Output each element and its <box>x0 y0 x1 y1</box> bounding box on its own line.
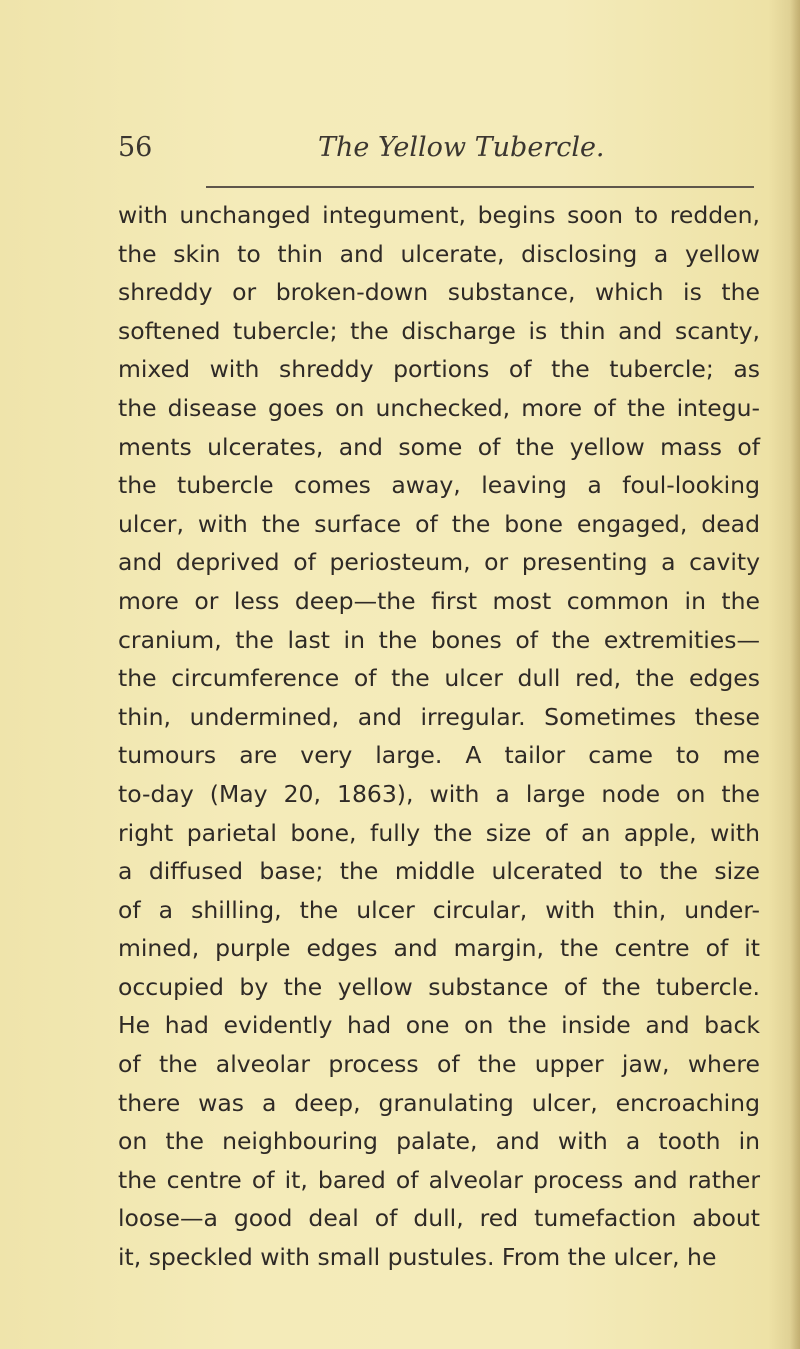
text-line: of a shilling, the ulcer circular, with thin, under- <box>118 895 760 924</box>
text-line: ulcer, with the surface of the bone engaged, dead <box>118 509 760 538</box>
text-line: the circumference of the ulcer dull red, the edges <box>118 664 760 693</box>
text-line: mined, purple edges and margin, the centre of it <box>118 934 760 963</box>
text-line: thin, undermined, and irregular. Sometimes these <box>118 702 760 731</box>
text-line: the disease goes on unchecked, more of the integu- <box>118 393 760 422</box>
text-line: tumours are very large. A tailor came to me <box>118 741 760 770</box>
text-line: ments ulcerates, and some of the yellow mass of <box>118 432 760 461</box>
text-line: of the alveolar process of the upper jaw, where <box>118 1050 760 1079</box>
text-line: cranium, the last in the bones of the extremities— <box>118 625 760 654</box>
text-line: the skin to thin and ulcerate, disclosing a yellow <box>118 239 760 268</box>
text-line: there was a deep, granulating ulcer, encroaching <box>118 1088 760 1117</box>
text-line: with unchanged integument, begins soon to redden, <box>118 201 760 229</box>
text-line: the tubercle comes away, leaving a foul-looking <box>118 471 760 500</box>
text-line: shreddy or broken-down substance, which is the <box>118 278 760 307</box>
text-line: He had evidently had one on the inside and back <box>118 1011 760 1040</box>
body-text <box>118 196 760 1277</box>
header-rule <box>206 186 754 188</box>
text-line: softened tubercle; the discharge is thin and scanty, <box>118 316 760 345</box>
text-line: a diffused base; the middle ulcerated to the size <box>118 857 760 886</box>
text-line: more or less deep—the first most common in the <box>118 586 760 615</box>
running-title: The Yellow Tubercle. <box>318 132 605 163</box>
text-line: loose—a good deal of dull, red tumefaction about <box>118 1204 760 1233</box>
text-line: occupied by the yellow substance of the tubercle. <box>118 972 760 1001</box>
text-line: the centre of it, bared of alveolar process and rather <box>118 1165 760 1194</box>
text-line: right parietal bone, fully the size of an apple, with <box>118 818 760 847</box>
text-line: it, speckled with small pustules. From the ulcer, he <box>118 1243 717 1272</box>
page-number: 56 <box>118 132 153 163</box>
text-line: on the neighbouring palate, and with a tooth in <box>118 1127 760 1156</box>
text-line: mixed with shreddy portions of the tubercle; as <box>118 355 760 384</box>
page-header <box>118 132 738 168</box>
page-edge-shadow <box>790 0 800 1349</box>
text-line: to-day (May 20, 1863), with a large node on the <box>118 779 760 808</box>
text-line: and deprived of periosteum, or presenting a cavity <box>118 548 760 577</box>
